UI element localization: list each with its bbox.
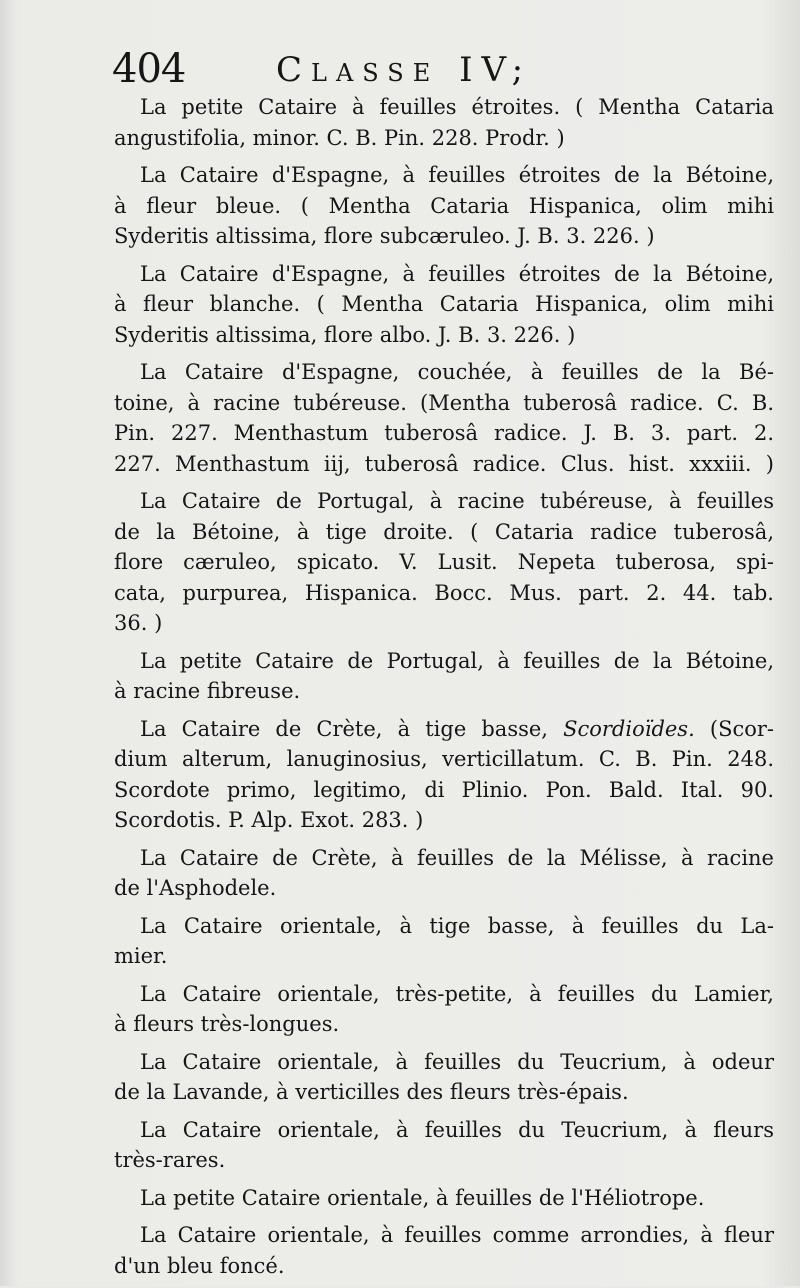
running-head: Classe IV;: [276, 50, 533, 90]
text-line: de la Lavande, à verticilles des fleurs très-épais.: [114, 1080, 629, 1104]
text-line: [114, 714, 774, 745]
entry: [114, 1220, 774, 1281]
text-line: La Cataire d'Espagne, à feuilles étroites de la Bétoine,: [140, 261, 774, 286]
text-line: mier.: [114, 944, 168, 968]
text-segment: (Scor-: [694, 716, 774, 741]
text-line: toine, à racine tubéreuse. (Mentha tuberosâ radice. C. B.: [114, 390, 774, 415]
text-line: La Cataire d'Espagne, à feuilles étroites de la Bétoine,: [140, 163, 774, 187]
text-segment: La Cataire de Crète, à tige basse,: [140, 716, 564, 741]
text-line: à fleur bleue. ( Mentha Cataria Hispanica, olim mihi: [114, 193, 774, 218]
text-line: flore cæruleo, spicato. V. Lusit. Nepeta tuberosa, spi-: [114, 550, 774, 574]
text-line: Pin. 227. Menthastum tuberosâ radice. J. B. 3. part. 2.: [114, 421, 774, 445]
italic-term: Scordioïdes.: [563, 716, 695, 741]
text-line: La Cataire orientale, à tige basse, à feuilles du La-: [140, 913, 774, 938]
text-line: La Cataire orientale, à feuilles comme arrondies, à fleur: [140, 1223, 774, 1247]
text-line: La Cataire orientale, à feuilles du Teucrium, à fleurs: [140, 1117, 774, 1142]
text-line: 36. ): [114, 611, 163, 635]
text-line: 227. Menthastum iij, tuberosâ radice. Clus. hist. xxxiii. ): [114, 451, 774, 476]
text-line: dium alterum, lanuginosius, verticillatum. C. B. Pin. 248.: [114, 747, 774, 771]
text-line: angustifolia, minor. C. B. Pin. 228. Prodr. ): [114, 125, 565, 150]
entry: [114, 1183, 774, 1214]
text-line: de la Bétoine, à tige droite. ( Cataria radice tuberosâ,: [114, 519, 774, 544]
text-line: La Cataire de Portugal, à racine tubéreuse, à feuilles: [140, 489, 774, 513]
entry: [114, 646, 774, 707]
text-line: La Cataire orientale, très-petite, à feuilles du Lamier,: [140, 981, 774, 1006]
entry: [114, 979, 774, 1040]
entry: [114, 843, 774, 904]
text-line: La petite Cataire à feuilles étroites. ( Mentha Cataria: [140, 95, 774, 119]
text-line: La petite Cataire orientale, à feuilles de l'Héliotrope.: [140, 1185, 705, 1210]
text-line: La Cataire orientale, à feuilles du Teucrium, à odeur: [140, 1049, 774, 1074]
entry: [114, 486, 774, 639]
text-line: La petite Cataire de Portugal, à feuilles de la Bétoine,: [140, 648, 774, 673]
text-line: Scordotis. P. Alp. Exot. 283. ): [114, 808, 424, 832]
text-line: cata, purpurea, Hispanica. Bocc. Mus. part. 2. 44. tab.: [114, 580, 774, 605]
text-line: Syderitis altissima, flore albo. J. B. 3. 226. ): [114, 322, 576, 347]
entry: [114, 92, 774, 153]
page-number: 404: [112, 46, 186, 92]
entry: [114, 357, 774, 479]
entry: [114, 160, 774, 252]
text-line: à racine fibreuse.: [114, 679, 301, 703]
entry: [114, 1115, 774, 1176]
text-line: La Cataire de Crète, à feuilles de la Mélisse, à racine: [140, 845, 774, 870]
text-line: de l'Asphodele.: [114, 876, 277, 900]
text-line: Syderitis altissima, flore subcæruleo. J. B. 3. 226. ): [114, 224, 655, 248]
entry: [114, 911, 774, 972]
text-line: très-rares.: [114, 1148, 226, 1172]
entry: [114, 714, 774, 836]
text-line: à fleur blanche. ( Mentha Cataria Hispanica, olim mihi: [114, 292, 774, 316]
text-line: Scordote primo, legitimo, di Plinio. Pon. Bald. Ital. 90.: [114, 777, 774, 802]
entry: [114, 259, 774, 351]
entry: [114, 1047, 774, 1108]
text-line: d'un bleu foncé.: [114, 1253, 285, 1278]
page-body: [114, 92, 774, 1288]
text-line: à fleurs très-longues.: [114, 1012, 340, 1036]
text-line: La Cataire d'Espagne, couchée, à feuilles de la Bé-: [140, 360, 774, 384]
